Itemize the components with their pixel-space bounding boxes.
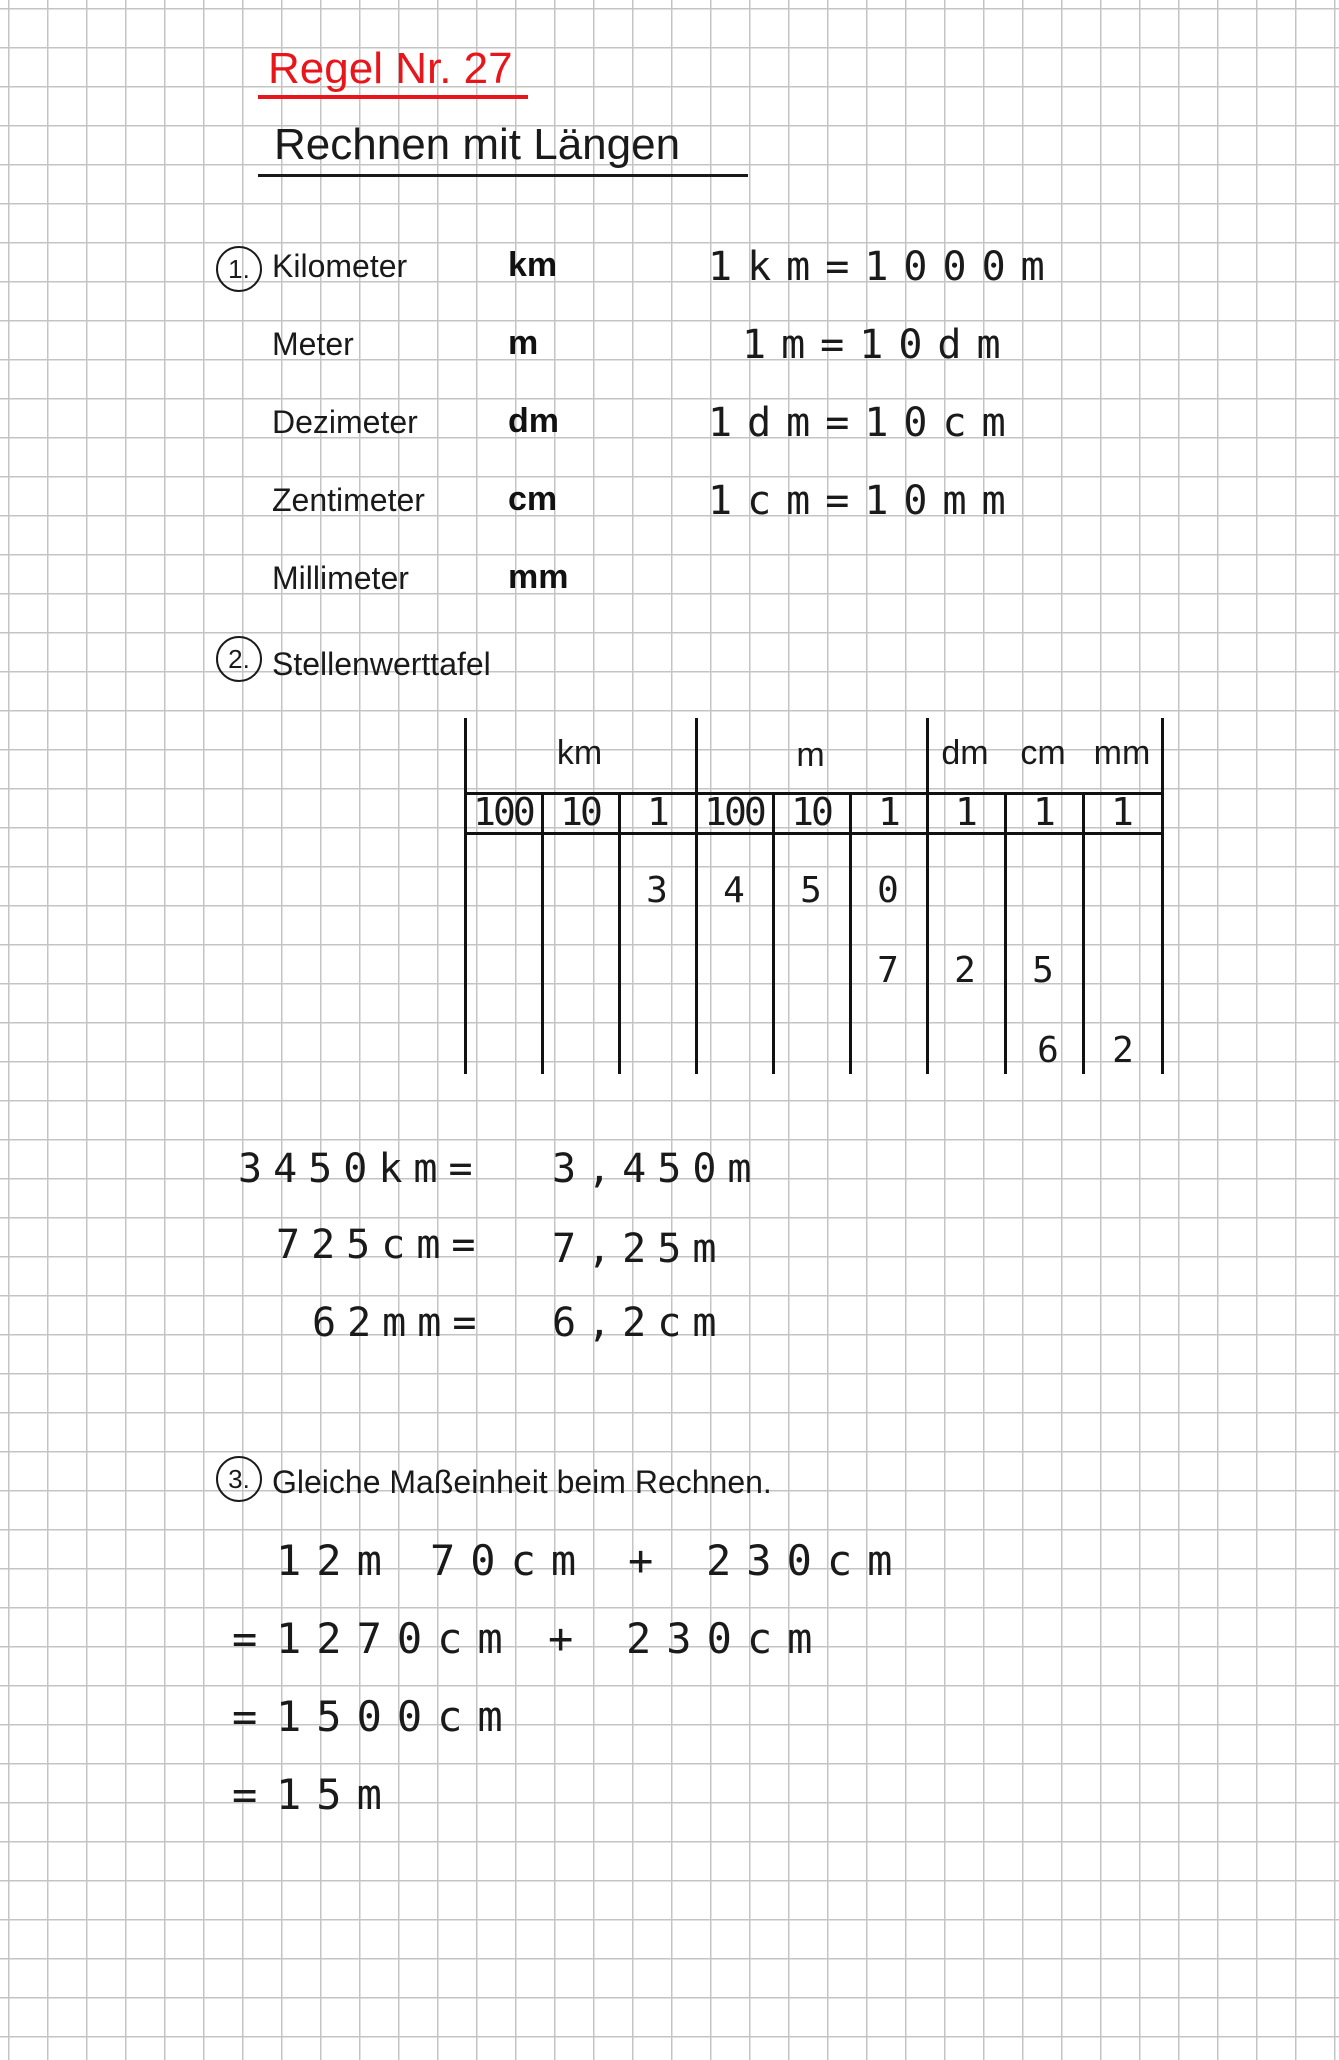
place-value: 1 bbox=[878, 790, 898, 834]
table-cell: 7 bbox=[877, 950, 899, 991]
section-2-number: 2. bbox=[216, 636, 262, 682]
unit-abbr-dm: dm bbox=[508, 402, 559, 440]
calc-line-2-c: 230cm bbox=[626, 1614, 828, 1663]
place-value-table bbox=[464, 718, 1166, 1074]
table-cell: 3 bbox=[646, 870, 668, 911]
section-3-number: 3. bbox=[216, 1456, 262, 1502]
table-cell: 6 bbox=[1037, 1030, 1059, 1071]
table-header-m: m bbox=[796, 736, 825, 774]
calc-line-2-prefix: = bbox=[232, 1614, 258, 1663]
place-value: 1 bbox=[1111, 790, 1131, 834]
calc-line-3-a: 1500cm bbox=[276, 1692, 518, 1741]
conversion-dm: 1dm=10cm bbox=[708, 400, 1021, 446]
section-3-title: Gleiche Maßeinheit beim Rechnen. bbox=[272, 1464, 772, 1500]
unit-abbr-cm: cm bbox=[508, 480, 558, 518]
calc-line-1-a: 12m bbox=[276, 1536, 397, 1585]
calc-line-3-prefix: = bbox=[232, 1692, 258, 1741]
place-value: 10 bbox=[560, 790, 600, 834]
section-2-title: Stellenwerttafel bbox=[272, 646, 491, 682]
table-cell: 2 bbox=[954, 950, 976, 991]
table-cell: 5 bbox=[1032, 950, 1054, 991]
conversion-cm: 1cm=10mm bbox=[708, 478, 1021, 524]
unit-abbr-m: m bbox=[508, 324, 539, 362]
equation-3-left: 62mm= bbox=[312, 1300, 488, 1346]
place-value: 1 bbox=[647, 790, 667, 834]
unit-name-m: Meter bbox=[272, 326, 354, 362]
table-cell: 0 bbox=[877, 870, 899, 911]
calc-line-1-c: 230cm bbox=[706, 1536, 908, 1585]
place-value: 10 bbox=[791, 790, 831, 834]
calc-line-2-op: + bbox=[548, 1614, 574, 1663]
equation-1-right: 3,450m bbox=[552, 1146, 763, 1192]
calc-line-2-a: 1270cm bbox=[276, 1614, 518, 1663]
page-title: Regel Nr. 27 bbox=[268, 44, 513, 93]
equation-3-right: 6,2cm bbox=[552, 1300, 728, 1346]
unit-abbr-km: km bbox=[508, 246, 558, 284]
equation-2-right: 7,25m bbox=[552, 1226, 728, 1272]
equation-2-left: 725cm= bbox=[276, 1222, 487, 1268]
place-value: 1 bbox=[1033, 790, 1053, 834]
table-header-mm: mm bbox=[1093, 734, 1151, 772]
unit-name-mm: Millimeter bbox=[272, 560, 409, 596]
calc-line-1-b: 70cm bbox=[430, 1536, 592, 1585]
page-subtitle: Rechnen mit Längen bbox=[274, 120, 681, 169]
table-header-km: km bbox=[556, 734, 603, 772]
conversion-km: 1km=1000m bbox=[708, 244, 1060, 290]
calc-line-4-prefix: = bbox=[232, 1770, 258, 1819]
place-value: 1 bbox=[955, 790, 975, 834]
calc-line-4-a: 15m bbox=[276, 1770, 397, 1819]
table-cell: 2 bbox=[1112, 1030, 1134, 1071]
unit-abbr-mm: mm bbox=[508, 558, 569, 596]
table-cell: 5 bbox=[800, 870, 822, 911]
unit-name-km: Kilometer bbox=[272, 248, 408, 284]
table-header-dm: dm bbox=[941, 734, 989, 772]
table-cell: 4 bbox=[723, 870, 745, 911]
subtitle-underline bbox=[258, 174, 748, 177]
unit-name-cm: Zentimeter bbox=[272, 482, 425, 518]
equation-1-left: 3450km= bbox=[238, 1146, 484, 1192]
place-value: 100 bbox=[473, 790, 533, 834]
table-header-cm: cm bbox=[1020, 734, 1066, 772]
calc-line-1-op: + bbox=[628, 1536, 654, 1585]
title-underline bbox=[258, 95, 528, 99]
conversion-m: 1m=10dm bbox=[742, 322, 1016, 368]
unit-name-dm: Dezimeter bbox=[272, 404, 418, 440]
place-value: 100 bbox=[704, 790, 764, 834]
section-1-number: 1. bbox=[216, 246, 262, 292]
